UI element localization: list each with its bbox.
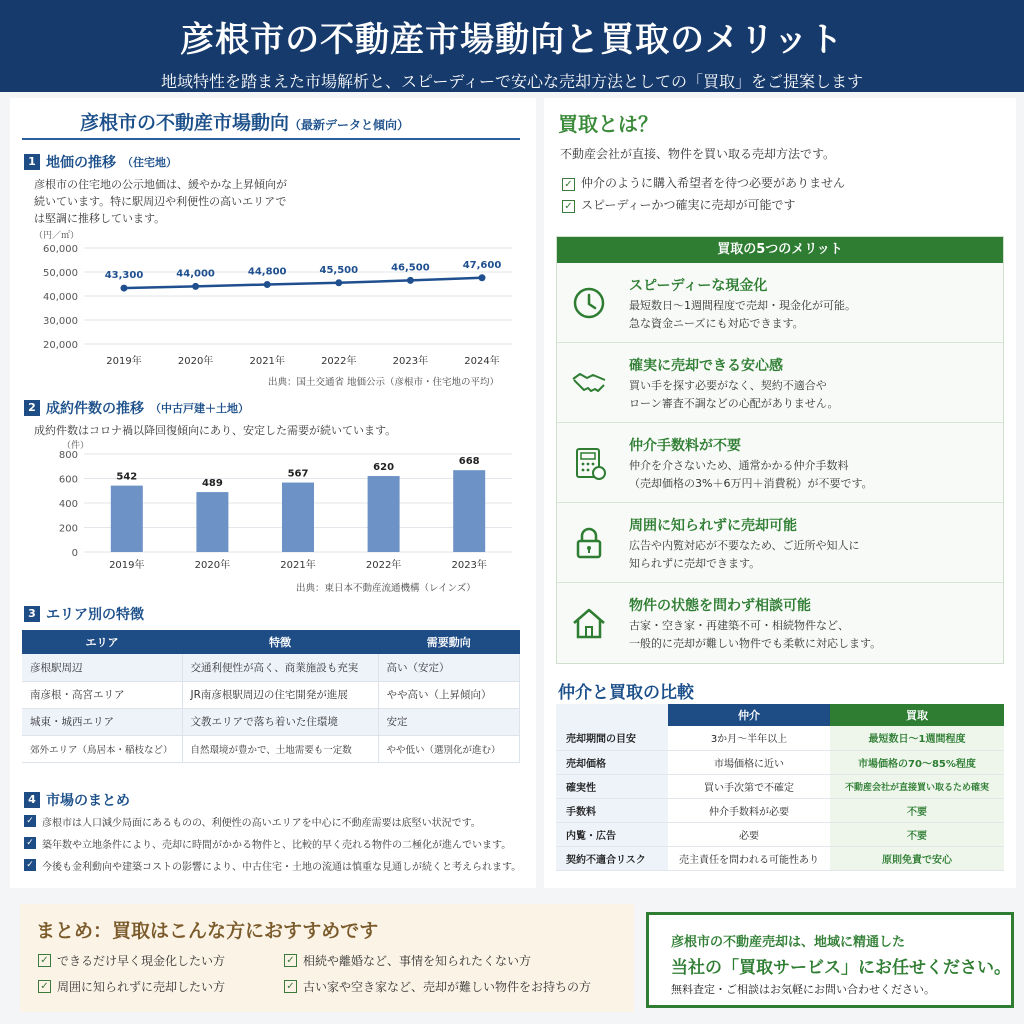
x-tick-label: 2019年 (106, 356, 142, 367)
list-item (24, 854, 521, 876)
land-price-line-chart (22, 228, 522, 376)
compare-title: 仲介と買取の比較 (558, 683, 694, 703)
check-icon: ✓ (24, 815, 36, 827)
table-cell: 市場価格に近い (668, 750, 830, 774)
list-item-text: スピーディーかつ確実に売却が可能です (581, 198, 796, 212)
land-price-text-2: 続いています。特に駅周辺や利便性の高いエリアで (34, 195, 287, 208)
data-label: 47,600 (462, 259, 502, 271)
x-tick-label: 2023年 (451, 560, 487, 571)
transactions-title: 成約件数の推移 (46, 401, 144, 417)
x-tick-label: 2021年 (280, 560, 316, 571)
table-cell: 買い手次第で不確定 (668, 774, 830, 798)
x-tick-label: 2020年 (177, 356, 214, 367)
check-icon: ✓ (284, 954, 297, 967)
y-axis-unit: （円／㎡） (34, 231, 80, 241)
table-row (556, 822, 1004, 846)
kaitori-description: 不動産会社が直接、物件を買い取る売却方法です。 (560, 147, 836, 161)
table-cell: 交通利便性が高く、商業施設も充実 (182, 654, 378, 681)
table-cell: 手数料 (556, 798, 668, 822)
table-cell: やや高い（上昇傾向） (378, 681, 520, 708)
data-label: 46,500 (391, 262, 430, 274)
merit-item (557, 263, 1003, 343)
land-price-source: 出典：国土交通省 地価公示（彦根市・住宅地の平均） (268, 377, 500, 388)
title-underline (22, 138, 520, 140)
compare-header-row (556, 704, 1004, 726)
check-icon: ✓ (24, 859, 36, 871)
data-label: 668 (458, 456, 480, 468)
table-cell: やや低い（選別化が進む） (378, 735, 520, 762)
y-tick-label: 20,000 (43, 340, 78, 351)
data-point (407, 277, 414, 284)
list-item-text: 古い家や空き家など、売却が難しい物件をお持ちの方 (303, 980, 592, 994)
list-item (38, 952, 225, 969)
land-price-note: （住宅地） (122, 156, 177, 169)
calculator-icon (571, 445, 607, 481)
table-cell: 必要 (668, 822, 830, 846)
merit-line: 買い手を探す必要がなく、契約不適合や (629, 379, 827, 392)
list-item (24, 810, 521, 832)
merit-line: （売却価格の3%＋6万円＋消費税）が不要です。 (629, 477, 873, 490)
x-tick-label: 2020年 (194, 560, 231, 571)
compare-header-blank (556, 704, 668, 726)
transactions-note: （中古戸建＋土地） (150, 402, 249, 415)
table-cell: 郊外エリア（鳥居本・稲枝など） (22, 735, 182, 762)
x-tick-label: 2021年 (249, 356, 285, 367)
list-item-text: 仲介のように購入希望者を待つ必要がありません (581, 176, 846, 190)
merit-line: 一般的に売却が難しい物件でも柔軟に対応します。 (629, 637, 882, 650)
merit-line: 最短数日〜1週間程度で売却・現金化が可能。 (629, 299, 856, 312)
column-header-demand: 需要動向 (378, 630, 520, 654)
y-tick-label: 800 (58, 450, 78, 461)
list-item (284, 978, 591, 995)
y-tick-label: 50,000 (43, 268, 78, 279)
market-summary-title: 市場のまとめ (46, 793, 130, 809)
market-title-note: （最新データと傾向） (289, 118, 410, 132)
bar (282, 483, 314, 552)
x-tick-label: 2019年 (109, 560, 145, 571)
table-cell: 最短数日〜1週間程度 (830, 726, 1004, 750)
check-icon: ✓ (562, 178, 575, 191)
cta-line-2: 当社の「買取サービス」にお任せください。 (671, 958, 1011, 978)
table-row (22, 681, 520, 708)
table-cell: 市場価格の70〜85%程度 (830, 750, 1004, 774)
table-row (556, 846, 1004, 870)
merit-text (629, 457, 873, 493)
table-row (556, 726, 1004, 750)
table-cell: 安定 (378, 708, 520, 735)
data-label: 45,500 (319, 264, 359, 276)
merit-title: 確実に売却できる安心感 (629, 358, 783, 374)
list-item (24, 832, 521, 854)
merit-line: ローン審査不調などの心配がありません。 (629, 397, 839, 410)
y-axis-unit: （件） (62, 441, 90, 451)
section-number-badge: 3 (24, 606, 40, 622)
table-row (556, 774, 1004, 798)
transactions-source: 出典：東日本不動産流通機構（レインズ） (296, 583, 476, 594)
data-point (264, 281, 271, 288)
data-label: 620 (373, 462, 395, 474)
merit-text (629, 537, 860, 573)
section-number-badge: 1 (24, 154, 40, 170)
bar (111, 486, 143, 552)
merit-line: 急な資金ニーズにも対応できます。 (629, 317, 804, 330)
summary-market-heading (24, 790, 130, 810)
x-tick-label: 2022年 (321, 356, 357, 367)
land-price-description (34, 176, 287, 227)
recommendation-box (20, 904, 634, 1012)
clock-icon (571, 285, 607, 321)
list-item (562, 194, 845, 216)
y-tick-label: 60,000 (43, 244, 78, 255)
y-tick-label: 600 (58, 474, 78, 486)
data-point (335, 279, 342, 286)
bar (453, 470, 485, 552)
table-cell: JR南彦根駅周辺の住宅開発が進展 (182, 681, 378, 708)
y-tick-label: 0 (71, 548, 78, 559)
contact-cta-box (646, 912, 1014, 1008)
data-point (479, 274, 486, 281)
merit-item (557, 503, 1003, 583)
table-row (556, 750, 1004, 774)
data-label: 567 (287, 468, 309, 480)
area-heading (24, 604, 144, 624)
bar (368, 476, 400, 552)
land-price-text-3: は堅調に推移しています。 (34, 212, 166, 225)
table-cell: 南彦根・高宮エリア (22, 681, 182, 708)
merit-title: 物件の状態を問わず相談可能 (629, 598, 811, 614)
table-cell: 仲介手数料が必要 (668, 798, 830, 822)
list-item-text: 今後も金利動向や建築コストの影響により、中古住宅・土地の流通は慎重な見通しが続くと考えられます。 (42, 861, 522, 873)
merit-text (629, 297, 856, 333)
area-table (22, 630, 520, 763)
handshake-icon (571, 365, 607, 401)
table-row (22, 735, 520, 762)
table-cell: 城東・城西エリア (22, 708, 182, 735)
table-cell: 不動産会社が直接買い取るため確実 (830, 774, 1004, 798)
compare-table (556, 704, 1004, 871)
data-label: 542 (116, 471, 138, 483)
merit-title: 仲介手数料が不要 (629, 438, 741, 454)
data-label: 43,300 (104, 270, 144, 282)
table-cell: 文教エリアで落ち着いた住環境 (182, 708, 378, 735)
data-point (121, 285, 128, 292)
compare-header-kaitori: 買取 (830, 704, 1004, 726)
list-item (562, 172, 845, 194)
merit-line: 仲介を介さないため、通常かかる仲介手数料 (629, 459, 849, 472)
transactions-description: 成約件数はコロナ禍以降回復傾向にあり、安定した需要が続いています。 (34, 424, 397, 437)
table-cell: 不要 (830, 822, 1004, 846)
table-cell: 売却期間の目安 (556, 726, 668, 750)
merit-title: スピーディーな現金化 (629, 278, 768, 294)
land-price-text-1: 彦根市の住宅地の公示地価は、緩やかな上昇傾向が (34, 178, 287, 191)
land-price-heading (24, 152, 177, 172)
market-trends-panel (10, 98, 536, 888)
compare-header-chukai: 仲介 (668, 704, 830, 726)
list-item-text: できるだけ早く現金化したい方 (57, 954, 226, 968)
list-item-text: 築年数や立地条件により、売却に時間がかかる物件と、比較的早く売れる物件の二極化が進んでいます。 (42, 839, 512, 851)
table-cell: 確実性 (556, 774, 668, 798)
transactions-bar-chart (22, 440, 522, 580)
y-tick-label: 200 (58, 523, 78, 535)
market-summary-list (24, 810, 521, 876)
market-title-text: 彦根市の不動産市場動向 (80, 112, 290, 134)
table-cell: 売主責任を問われる可能性あり (668, 846, 830, 870)
y-tick-label: 30,000 (43, 316, 78, 327)
land-price-title: 地価の推移 (46, 155, 116, 171)
x-tick-label: 2024年 (464, 356, 500, 367)
check-icon: ✓ (284, 980, 297, 993)
merit-item (557, 583, 1003, 663)
table-cell: 不要 (830, 798, 1004, 822)
data-label: 44,000 (176, 268, 215, 280)
data-label: 489 (201, 478, 223, 490)
table-cell: 3か月〜半年以上 (668, 726, 830, 750)
table-cell: 内覧・広告 (556, 822, 668, 846)
bar (196, 492, 228, 552)
table-row (22, 654, 520, 681)
merits-box (556, 236, 1004, 664)
data-point (192, 283, 199, 290)
merit-item (557, 343, 1003, 423)
column-header-feature: 特徴 (182, 630, 378, 654)
market-section-title (80, 108, 409, 135)
data-label: 44,800 (247, 266, 287, 278)
merit-text (629, 377, 838, 413)
table-cell: 高い（安定） (378, 654, 520, 681)
recommendation-title: まとめ：買取はこんな方におすすめです (36, 920, 379, 942)
check-icon: ✓ (24, 837, 36, 849)
column-header-area: エリア (22, 630, 182, 654)
table-cell: 契約不適合リスク (556, 846, 668, 870)
y-tick-label: 400 (58, 499, 78, 510)
area-title: エリア別の特徴 (46, 607, 144, 623)
check-icon: ✓ (38, 980, 51, 993)
lock-icon (571, 525, 607, 561)
cta-line-3: 無料査定・ご相談はお気軽にお問い合わせください。 (671, 983, 935, 996)
merit-title: 周囲に知られずに売却可能 (629, 518, 797, 534)
list-item-text: 彦根市は人口減少局面にあるものの、利便性の高いエリアを中心に不動産需要は底堅い状況です。 (42, 817, 481, 829)
section-number-badge: 4 (24, 792, 40, 808)
merit-item (557, 423, 1003, 503)
section-number-badge: 2 (24, 400, 40, 416)
list-item (38, 978, 225, 995)
merit-text (629, 617, 881, 653)
house-icon (571, 605, 607, 641)
kaitori-check-list (562, 172, 845, 216)
table-row (556, 798, 1004, 822)
kaitori-panel (544, 98, 1016, 888)
page-header (0, 0, 1024, 92)
check-icon: ✓ (562, 200, 575, 213)
kaitori-title: 買取とは？ (558, 112, 658, 136)
table-cell: 彦根駅周辺 (22, 654, 182, 681)
x-tick-label: 2023年 (392, 356, 429, 367)
table-cell: 売却価格 (556, 750, 668, 774)
list-item-text: 相続や離婚など、事情を知られたくない方 (303, 954, 532, 968)
merit-line: 古家・空き家・再建築不可・相続物件など、 (629, 619, 849, 632)
table-cell: 自然環境が豊かで、土地需要も一定数 (182, 735, 378, 762)
merit-line: 広告や内覧対応が不要なため、ご近所や知人に (629, 539, 860, 552)
merits-heading: 買取の5つのメリット (557, 237, 1003, 263)
table-cell: 原則免責で安心 (830, 846, 1004, 870)
list-item-text: 周囲に知られずに売却したい方 (57, 980, 226, 994)
cta-line-1: 彦根市の不動産売却は、地域に精通した (671, 935, 906, 950)
page-title: 彦根市の不動産市場動向と買取のメリット (180, 20, 844, 60)
check-icon: ✓ (38, 954, 51, 967)
page-subtitle: 地域特性を踏まえた市場解析と、スピーディーで安心な売却方法としての「買取」をご提案します (160, 72, 864, 91)
table-row (22, 708, 520, 735)
x-tick-label: 2022年 (365, 560, 402, 571)
area-table-header (22, 630, 520, 654)
merit-line: 知られずに売却できます。 (629, 557, 761, 570)
transactions-heading (24, 398, 249, 418)
y-tick-label: 40,000 (43, 292, 78, 303)
list-item (284, 952, 531, 969)
